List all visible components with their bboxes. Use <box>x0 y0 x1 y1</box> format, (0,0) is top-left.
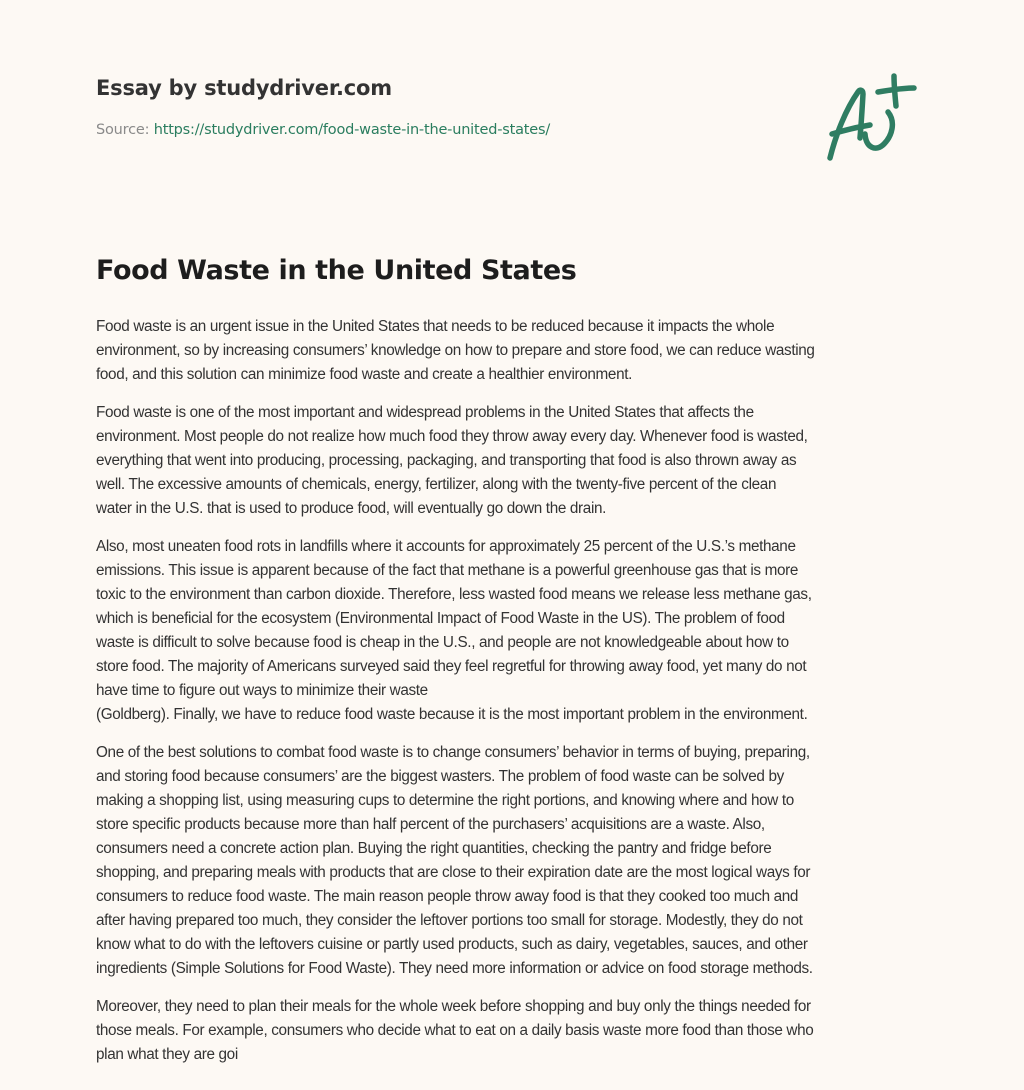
text-line: have time to figure out ways to minimize their waste <box>96 682 428 699</box>
text-line: emissions. This issue is apparent because of the fact that methane is a powerful greenhouse gas that is more <box>96 562 799 579</box>
text-line: waste is difficult to solve because food is cheap in the U.S., and people are not knowledgeable about how to <box>96 634 789 651</box>
text-line: which is beneficial for the ecosystem (Environmental Impact of Food Waste in the US). The problem of food <box>96 610 785 627</box>
text-line: Food waste is an urgent issue in the United States that needs to be reduced because it impacts the whole <box>96 318 775 335</box>
article-title: Food Waste in the United States <box>96 255 577 286</box>
text-line: after having prepared too much, they consider the leftover portions too small for storage. Modestly, they do not <box>96 912 803 929</box>
text-line: everything that went into producing, processing, packaging, and transporting that food is also thrown away as <box>96 452 797 469</box>
brand-title: Essay by studydriver.com <box>96 76 392 100</box>
paragraph-solutions <box>96 741 936 981</box>
text-line: store specific products because more than half percent of the purchasers’ acquisitions are a waste. Also, <box>96 816 765 833</box>
text-line: those meals. For example, consumers who decide what to eat on a daily basis waste more food than those who <box>96 1022 814 1039</box>
article-body <box>96 315 936 1081</box>
text-line: One of the best solutions to combat food waste is to change consumers’ behavior in terms of buying, preparing, <box>96 744 810 761</box>
text-line: store food. The majority of Americans surveyed said they feel regretful for throwing away food, yet many do not <box>96 658 807 675</box>
text-line: and storing food because consumers’ are the biggest wasters. The problem of food waste can be solved by <box>96 768 784 785</box>
text-line: toxic to the environment than carbon dioxide. Therefore, less wasted food means we release less methane gas, <box>96 586 812 603</box>
text-line: food, and this solution can minimize food waste and create a healthier environment. <box>96 366 633 383</box>
source-link[interactable]: https://studydriver.com/food-waste-in-the-united-states/ <box>153 122 551 138</box>
text-line: Food waste is one of the most important and widespread problems in the United States that affects the <box>96 404 754 421</box>
text-line: Moreover, they need to plan their meals for the whole week before shopping and buy only the things needed for <box>96 998 811 1015</box>
text-line: plan what they are goi <box>96 1046 238 1063</box>
text-line: consumers need a concrete action plan. Buying the right quantities, checking the pantry and fridge before <box>96 840 772 857</box>
text-line: making a shopping list, using measuring cups to determine the right portions, and knowing where and how to <box>96 792 794 809</box>
paragraph-methane <box>96 535 936 727</box>
text-line: well. The excessive amounts of chemicals, energy, fertilizer, along with the twenty-five percent of the clean <box>96 476 777 493</box>
text-line: water in the U.S. that is used to produce food, will eventually go down the drain. <box>96 500 607 517</box>
paragraph-problem <box>96 401 936 521</box>
essay-header <box>96 76 550 138</box>
text-line: consumers to reduce food waste. The main reason people throw away food is that they cooked too much and <box>96 888 799 905</box>
source-label: Source: <box>96 122 150 138</box>
text-line: (Goldberg). Finally, we have to reduce food waste because it is the most important problem in the environment. <box>96 706 808 723</box>
paragraph-meal-planning <box>96 995 936 1067</box>
source-line <box>96 122 550 138</box>
text-line: Also, most uneaten food rots in landfills where it accounts for approximately 25 percent of the U.S.’s methane <box>96 538 796 555</box>
paragraph-intro <box>96 315 936 387</box>
text-line: know what to do with the leftovers cuisine or partly used products, such as dairy, vegetables, sauces, and other <box>96 936 808 953</box>
text-line: environment, so by increasing consumers’ knowledge on how to prepare and store food, we can reduce wasting <box>96 342 815 359</box>
text-line: ingredients (Simple Solutions for Food Waste). They need more information or advice on food storage methods. <box>96 960 813 977</box>
a-plus-grade-icon <box>820 64 930 174</box>
text-line: environment. Most people do not realize how much food they throw away every day. Whenever food is wasted, <box>96 428 808 445</box>
text-line: shopping, and preparing meals with products that are close to their expiration date are the most logical ways for <box>96 864 811 881</box>
